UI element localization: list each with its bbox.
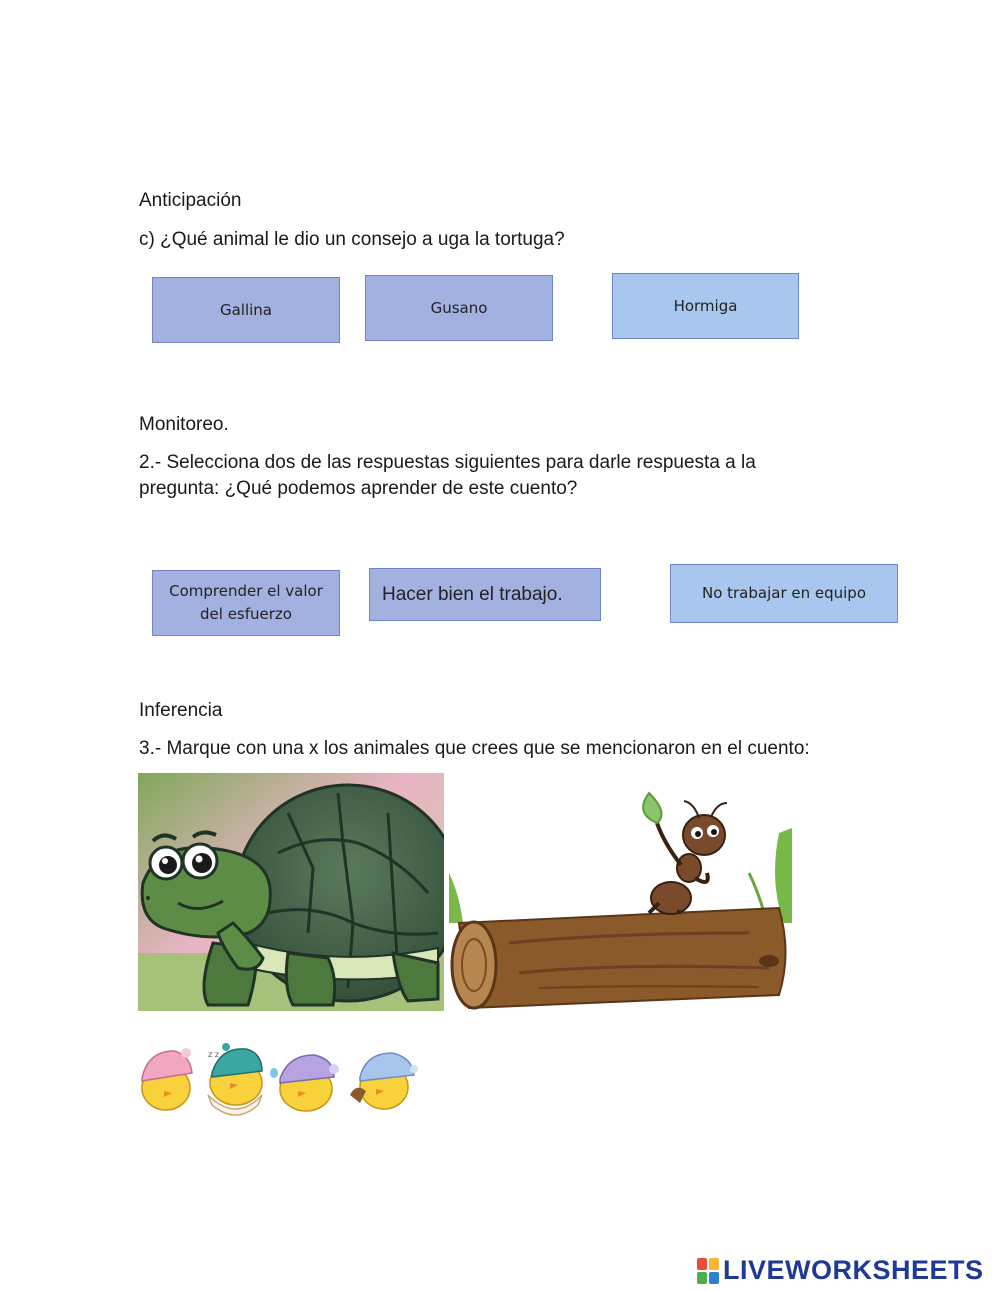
option-comprender-esfuerzo[interactable]: Comprender el valor del esfuerzo: [152, 570, 340, 636]
section-heading-monitoreo: Monitoreo.: [139, 414, 229, 435]
question-2-line1: 2.- Selecciona dos de las respuestas siguientes para darle respuesta a la: [139, 452, 756, 473]
question-3: 3.- Marque con una x los animales que crees que se mencionaron en el cuento:: [139, 738, 810, 759]
liveworksheets-logo: [697, 1255, 984, 1286]
ant-illustration: [449, 773, 792, 1011]
question-c: c) ¿Qué animal le dio un consejo a uga la tortuga?: [139, 229, 565, 250]
ant-on-log-image[interactable]: [449, 773, 792, 1011]
svg-text:z z: z z: [208, 1050, 219, 1059]
option-gallina[interactable]: Gallina: [152, 277, 340, 343]
option-no-trabajar-equipo[interactable]: No trabajar en equipo: [670, 564, 898, 623]
section-heading-anticipacion: Anticipación: [139, 190, 242, 211]
option-hormiga[interactable]: Hormiga: [612, 273, 799, 339]
chick-egg-teal-cap: [208, 1043, 262, 1115]
turtle-illustration: [138, 773, 444, 1011]
chick-purple-cap: [270, 1055, 339, 1111]
chick-pink-cap: [142, 1048, 192, 1110]
question-2-line2: pregunta: ¿Qué podemos aprender de este cuento?: [139, 478, 578, 499]
chicks-illustration: [138, 1043, 418, 1119]
logo-mark-icon: [697, 1258, 719, 1284]
turtle-image[interactable]: [138, 773, 444, 1011]
sleeping-chicks-image[interactable]: [138, 1043, 418, 1119]
option-gusano[interactable]: Gusano: [365, 275, 553, 341]
chick-blue-cap: [350, 1053, 418, 1109]
logo-text: LIVEWORKSHEETS: [723, 1255, 984, 1285]
option-hacer-bien-trabajo[interactable]: Hacer bien el trabajo.: [369, 568, 601, 621]
section-heading-inferencia: Inferencia: [139, 700, 223, 721]
